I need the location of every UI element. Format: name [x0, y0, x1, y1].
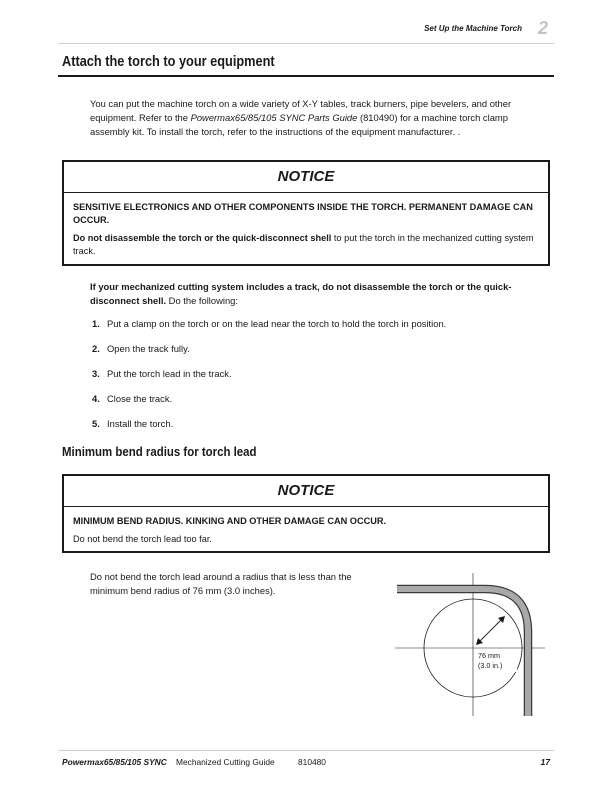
- notice-box-electronics: [62, 160, 550, 266]
- footer-page-number: 17: [540, 757, 550, 767]
- radius-label-inches: (3.0 in.): [478, 661, 503, 670]
- list-item: [92, 343, 190, 354]
- list-item: [92, 418, 173, 429]
- notice-instruction: Do not bend the torch lead too far.: [73, 534, 212, 544]
- step-text: Put a clamp on the torch or on the lead near the torch to hold the torch in position.: [107, 318, 447, 329]
- step-number: 5.: [92, 418, 100, 429]
- step-text: Open the track fully.: [107, 343, 190, 354]
- parts-guide-title: Powermax65/85/105 SYNC Parts Guide: [190, 112, 358, 123]
- radius-arrow: [478, 618, 503, 643]
- notice-title: NOTICE: [64, 162, 548, 193]
- notice-instruction: [73, 232, 539, 258]
- intro-paragraph: [90, 97, 550, 139]
- running-header-title: Set Up the Machine Torch: [424, 24, 522, 33]
- list-item: [92, 368, 232, 379]
- notice-instruction-bold: Do not disassemble the torch or the quick-disconnect shell: [73, 233, 332, 243]
- notice-warning-caps: MINIMUM BEND RADIUS. KINKING AND OTHER DAMAGE CAN OCCUR.: [73, 516, 387, 526]
- footer-divider: [58, 750, 554, 751]
- steps-list: [92, 318, 552, 433]
- radius-label-mm: 76 mm: [478, 651, 500, 660]
- intro-text-end: (810490) for a machine torch clamp assembly kit. To install the torch, refer to the instructions of the equipment manufacturer. .: [90, 112, 508, 137]
- footer-document-number: 810480: [298, 757, 326, 767]
- step-number: 3.: [92, 368, 100, 379]
- notice-instruction-rest: to put the torch in the mechanized cutting system track.: [73, 233, 534, 256]
- notice-title: NOTICE: [64, 476, 548, 507]
- track-lead-rest: Do the following:: [166, 295, 238, 306]
- step-number: 2.: [92, 343, 100, 354]
- track-lead-paragraph: [90, 280, 550, 308]
- footer-product-name: Powermax65/85/105 SYNC: [62, 757, 167, 767]
- section-heading-bend-radius: Minimum bend radius for torch lead: [62, 444, 257, 459]
- notice-warning-caps: SENSITIVE ELECTRONICS AND OTHER COMPONENTS INSIDE THE TORCH. PERMANENT DAMAGE CAN OCCUR.: [73, 202, 533, 225]
- bend-radius-figure: [385, 568, 550, 718]
- chapter-number: 2: [537, 18, 548, 38]
- step-number: 4.: [92, 393, 100, 404]
- list-item: [92, 318, 446, 329]
- footer-guide-name: Mechanized Cutting Guide: [176, 757, 275, 767]
- step-text: Close the track.: [107, 393, 173, 404]
- notice-body: [64, 507, 548, 552]
- track-lead-bold: If your mechanized cutting system includes a track, do not disassemble the torch or the quick-disconnect shell.: [90, 281, 512, 306]
- header-divider: [58, 43, 554, 44]
- intro-text-start: You can put the machine torch on a wide variety of X-Y tables, track burners, pipe bevelers, and other equipment. Refer to the: [90, 98, 512, 123]
- section-heading-attach-torch: Attach the torch to your equipment: [62, 54, 275, 70]
- notice-box-bend-radius: [62, 474, 550, 553]
- list-item: [92, 393, 172, 404]
- step-number: 1.: [92, 318, 100, 329]
- step-text: Put the torch lead in the track.: [107, 368, 232, 379]
- heading-rule: [58, 75, 554, 77]
- step-text: Install the torch.: [107, 418, 174, 429]
- bend-radius-paragraph: Do not bend the torch lead around a radius that is less than the minimum bend radius of 76 mm (3.0 inches).: [90, 571, 352, 596]
- notice-body: [64, 193, 548, 264]
